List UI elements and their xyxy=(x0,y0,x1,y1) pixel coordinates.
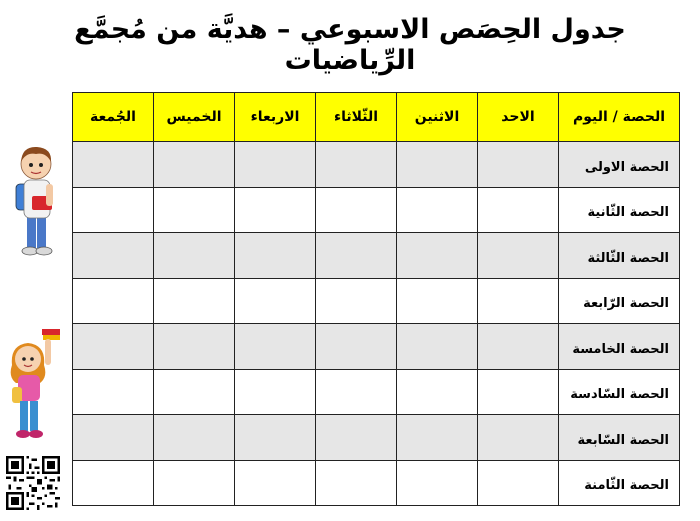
schedule-cell-monday[interactable] xyxy=(397,278,478,324)
schedule-cell-friday[interactable] xyxy=(73,415,154,461)
schedule-cell-tuesday[interactable] xyxy=(316,278,397,324)
schedule-cell-thursday[interactable] xyxy=(154,369,235,415)
schedule-cell-tuesday[interactable] xyxy=(316,460,397,506)
header-day-friday: الجُمعة xyxy=(73,93,154,142)
table-row-period-second xyxy=(73,187,680,233)
schedule-cell-sunday[interactable] xyxy=(478,233,559,279)
period-label: الحصة السّابعة xyxy=(559,415,680,461)
schedule-cell-monday[interactable] xyxy=(397,233,478,279)
table-row-period-sixth xyxy=(73,369,680,415)
schedule-cell-monday[interactable] xyxy=(397,369,478,415)
schedule-cell-sunday[interactable] xyxy=(478,324,559,370)
schedule-cell-wednesday[interactable] xyxy=(235,278,316,324)
schedule-cell-tuesday[interactable] xyxy=(316,369,397,415)
schedule-cell-sunday[interactable] xyxy=(478,415,559,461)
header-day-tuesday: الثّلاثاء xyxy=(316,93,397,142)
schedule-cell-tuesday[interactable] xyxy=(316,142,397,188)
schedule-cell-wednesday[interactable] xyxy=(235,460,316,506)
header-day-wednesday: الاربعاء xyxy=(235,93,316,142)
schedule-cell-wednesday[interactable] xyxy=(235,233,316,279)
table-row-period-fourth xyxy=(73,278,680,324)
period-label: الحصة السّادسة xyxy=(559,369,680,415)
period-label: الحصة الثّامنة xyxy=(559,460,680,506)
schedule-cell-monday[interactable] xyxy=(397,142,478,188)
period-label: الحصة الخامسة xyxy=(559,324,680,370)
boy-illustration xyxy=(6,140,62,258)
schedule-cell-monday[interactable] xyxy=(397,324,478,370)
schedule-cell-friday[interactable] xyxy=(73,324,154,370)
schedule-cell-sunday[interactable] xyxy=(478,278,559,324)
qr-code xyxy=(6,456,60,510)
schedule-cell-wednesday[interactable] xyxy=(235,415,316,461)
schedule-cell-thursday[interactable] xyxy=(154,324,235,370)
schedule-cell-sunday[interactable] xyxy=(478,187,559,233)
schedule-cell-thursday[interactable] xyxy=(154,233,235,279)
header-day-sunday: الاحد xyxy=(478,93,559,142)
schedule-table xyxy=(72,92,680,506)
table-row-period-seventh xyxy=(73,415,680,461)
page-title: جدول الحِصَص الاسبوعي – هديَّة من مُجمَّع الرِّياضيات xyxy=(74,14,626,76)
schedule-cell-wednesday[interactable] xyxy=(235,369,316,415)
schedule-cell-wednesday[interactable] xyxy=(235,142,316,188)
schedule-cell-monday[interactable] xyxy=(397,460,478,506)
schedule-cell-sunday[interactable] xyxy=(478,142,559,188)
period-label: الحصة الاولى xyxy=(559,142,680,188)
schedule-cell-thursday[interactable] xyxy=(154,415,235,461)
header-row xyxy=(73,93,680,142)
schedule-cell-friday[interactable] xyxy=(73,460,154,506)
schedule-cell-wednesday[interactable] xyxy=(235,187,316,233)
schedule-cell-thursday[interactable] xyxy=(154,278,235,324)
schedule-cell-friday[interactable] xyxy=(73,142,154,188)
header-day-monday: الاثنين xyxy=(397,93,478,142)
period-label: الحصة الرّابعة xyxy=(559,278,680,324)
schedule-cell-tuesday[interactable] xyxy=(316,324,397,370)
schedule-cell-friday[interactable] xyxy=(73,187,154,233)
period-label: الحصة الثّانية xyxy=(559,187,680,233)
table-row-period-fifth xyxy=(73,324,680,370)
schedule-cell-friday[interactable] xyxy=(73,233,154,279)
table-row-period-third xyxy=(73,233,680,279)
schedule-cell-thursday[interactable] xyxy=(154,460,235,506)
schedule-cell-tuesday[interactable] xyxy=(316,415,397,461)
schedule-cell-friday[interactable] xyxy=(73,278,154,324)
header-day-thursday: الخميس xyxy=(154,93,235,142)
schedule-cell-monday[interactable] xyxy=(397,415,478,461)
schedule-cell-tuesday[interactable] xyxy=(316,233,397,279)
schedule-cell-monday[interactable] xyxy=(397,187,478,233)
schedule-cell-tuesday[interactable] xyxy=(316,187,397,233)
schedule-cell-sunday[interactable] xyxy=(478,460,559,506)
schedule-cell-thursday[interactable] xyxy=(154,187,235,233)
girl-illustration xyxy=(2,325,64,443)
schedule-cell-sunday[interactable] xyxy=(478,369,559,415)
period-label: الحصة الثّالثة xyxy=(559,233,680,279)
table-row-period-eighth xyxy=(73,460,680,506)
header-period-day: الحصة / اليوم xyxy=(559,93,680,142)
schedule-cell-friday[interactable] xyxy=(73,369,154,415)
schedule-cell-thursday[interactable] xyxy=(154,142,235,188)
schedule-cell-wednesday[interactable] xyxy=(235,324,316,370)
table-row-period-first xyxy=(73,142,680,188)
